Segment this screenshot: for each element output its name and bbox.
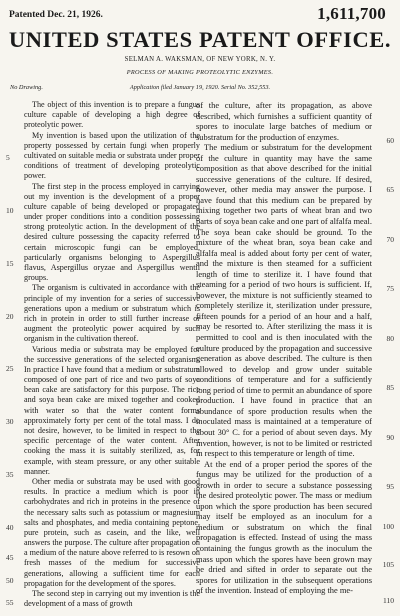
page-title: UNITED STATES PATENT OFFICE. bbox=[8, 27, 392, 52]
paragraph-first-step: The first step in the process employed in carrying out my invention is the development of a proper culture capable of being developed or propagated under proper conditions into a condition possessing strong proteolytic action. In the development of the desired culture possessing the capacity referred to certain microscopic fungi can be employed, particularly organisms belonging to Aspergillus flavus, Aspergillus oryzae and Aspergillus wentii groups. bbox=[24, 181, 200, 283]
paragraph-spores: At the end of a proper period the spores of the fungus may be utilized for the production of a growth in order to secure a substance possessing the desired proteolytic power. The mass or medium upon which the spore production has been secured may itself be employed as an inoculum for a medium or substratum on which the final propagation is effected. Instead of using the mass containing the fungus growth as the inoculum the mass upon which the spores have been grown may be dried and sifted in order to separate out the spores for utilization in the subsequent operations of the invention. Instead of employing the me- bbox=[196, 458, 372, 596]
line-number: 45 bbox=[6, 553, 14, 562]
line-number: 50 bbox=[6, 576, 14, 585]
paragraph-object: The object of this invention is to prepare a fungus culture capable of developing a high degree of proteolytic power. bbox=[24, 100, 200, 130]
line-number: 35 bbox=[6, 470, 14, 479]
line-number: 110 bbox=[383, 596, 394, 605]
paragraph-substratum: The medium or substratum for the development of the culture in quantity may have the same composition as that above described for the initial successive generations of the culture. If desired, however, other media may answer the purpose. I have found that this medium can be prepared by mixing together two parts of wheat bran and two parts of soya bean cake and one part of alfalfa meal. The soya bean cake should be ground. To the mixture of the wheat bran, soya bean cake and alfalfa meal is added about forty per cent of water, and the mixture is then steamed for a sufficient length of time to sterilize it. I have found that steaming for a period of two hours is sufficient. If, however, the mixture is not sufficiently steamed to completely sterilize it, sterilization under pressure, fifteen pounds for a period of an hour and a half, may be resorted to. After sterilizing the mass it is permitted to cool and is then inoculated with the culture produced by the propagation and successive generation as above described. The culture is then allowed to develop and grow under suitable conditions of temperature and for a sufficiently long period of time to permit an abundance of spore production. I have found in practice that an abundance of spore production results when the inoculated mass is maintained at a temperature of about 30° C. for a period of about seven days. My invention, however, is not to be limited or restricted in respect to this temperature or length of time. bbox=[196, 142, 372, 459]
line-number: 80 bbox=[386, 334, 394, 343]
patented-date: Patented Dec. 21, 1926. bbox=[9, 10, 103, 20]
no-drawing-note: No Drawing. bbox=[10, 84, 43, 91]
paragraph-other-media: Other media or substrata may be used with good results. In practice a medium which is poor in carbohydrates and rich in proteins in the presence of the necessary salts such as potassium or magnesium salts and phosphates, and media containing peptone, pure protein, such as casein, and the like, well answers the purpose. The culture after propagation on a medium of the nature above referred to is resown on fresh masses of the medium for successive generations, allowing a sufficient time for each propagation for the development of the spores. bbox=[24, 476, 200, 588]
line-number: 55 bbox=[6, 598, 14, 607]
line-number: 65 bbox=[386, 185, 394, 194]
line-number: 85 bbox=[386, 383, 394, 392]
line-number: 95 bbox=[386, 482, 394, 491]
paragraph-second-step: The second step in carrying out my invention is the development of a mass of growth bbox=[24, 589, 200, 609]
patent-number: 1,611,700 bbox=[317, 4, 386, 23]
right-column bbox=[196, 100, 372, 596]
inventor-line: SELMAN A. WAKSMAN, OF NEW YORK, N. Y. bbox=[124, 56, 276, 63]
line-number: 75 bbox=[386, 284, 394, 293]
line-number: 15 bbox=[6, 259, 14, 268]
application-line: Application filed January 19, 1920. Serial No. 352,553. bbox=[129, 84, 271, 91]
line-number: 90 bbox=[386, 433, 394, 442]
invention-title: PROCESS OF MAKING PROTEOLYTIC ENZYMES. bbox=[126, 69, 274, 76]
line-number: 5 bbox=[6, 153, 10, 162]
line-number: 70 bbox=[386, 235, 394, 244]
line-number: 40 bbox=[6, 523, 14, 532]
line-number: 100 bbox=[382, 522, 394, 531]
paragraph-continuation: of the culture, after its propagation, as above described, which furnishes a sufficient quantity of spores to inoculate large batches of medium or substratum for the production of enzymes. bbox=[196, 100, 372, 142]
line-number: 20 bbox=[6, 312, 14, 321]
left-column bbox=[24, 100, 200, 609]
line-number: 30 bbox=[6, 417, 14, 426]
paragraph-basis: My invention is based upon the utilization of the property possessed by certain fungi when properly cultivated on suitable media or substrata under proper conditions of treatment of developing proteolytic power. bbox=[24, 130, 200, 181]
paragraph-cultivation: The organism is cultivated in accordance with the principle of my invention for a series of successive generations upon a medium or substratum which is rich in protein in order to still further increase or augment the proteolytic power acquired by such organism in the cultivation thereof. bbox=[24, 283, 200, 344]
line-number: 10 bbox=[6, 206, 14, 215]
paragraph-media: Various media or substrata may be employed for the successive generations of the selected organism. In practice I have found that a medium or substratum composed of one part of rice and two parts of soya bean cake are satisfactory for this purpose. The rice and soya bean cake are mixed together and cooked with water so that the water content forms approximately forty per cent of the total mass. I do not desire, however, to be limited in respect to the specific percentage of the water content. After cooking the mass it is suitably sterilized, as, for example, with steam pressure, or any other suitable manner. bbox=[24, 344, 200, 476]
line-number: 25 bbox=[6, 364, 14, 373]
line-number: 60 bbox=[386, 136, 394, 145]
line-number: 105 bbox=[382, 560, 394, 569]
